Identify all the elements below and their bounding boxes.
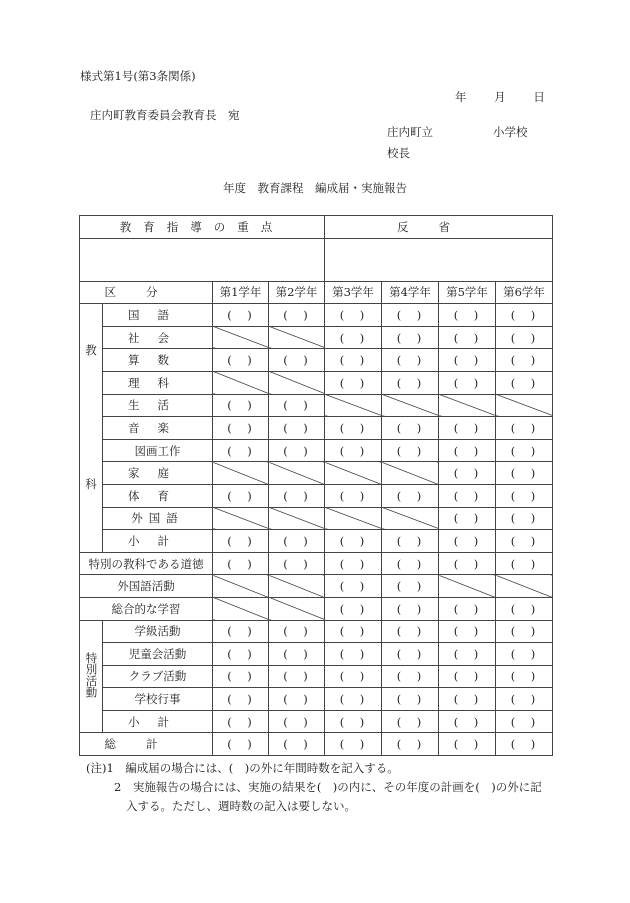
hours-paren: ( ): [227, 533, 254, 548]
subject-7-grade-2[interactable]: [269, 439, 325, 462]
subject-label: 音楽: [103, 417, 213, 440]
hours-paren: ( ): [396, 737, 424, 752]
subject-11-grade-3[interactable]: [325, 530, 382, 553]
hours-paren: ( ): [396, 646, 424, 661]
curriculum-table: [79, 215, 553, 756]
hours-paren: ( ): [510, 646, 538, 661]
hours-paren: ( ): [453, 353, 481, 368]
moral-grade-1[interactable]: [213, 552, 269, 575]
special-activity-label: 学級活動: [103, 620, 213, 643]
date-month: 月: [494, 90, 506, 104]
subject-10-grade-4: [382, 507, 439, 530]
total-grade-4[interactable]: [382, 733, 439, 756]
subject-3-grade-6[interactable]: [496, 349, 553, 372]
notes: [86, 759, 556, 816]
subject-row: [80, 326, 553, 349]
subject-8-grade-5[interactable]: [439, 462, 496, 485]
subject-label: 社会: [103, 326, 213, 349]
hours-paren: ( ): [396, 579, 424, 594]
hours-paren: ( ): [396, 669, 424, 684]
foreign_activity-grade-4[interactable]: [382, 575, 439, 598]
subject-label: 算数: [103, 349, 213, 372]
hours-paren: ( ): [339, 420, 367, 435]
subject-4-grade-3[interactable]: [325, 371, 382, 394]
hours-paren: ( ): [510, 330, 538, 345]
hours-paren: ( ): [453, 533, 481, 548]
moral-grade-5[interactable]: [439, 552, 496, 575]
emphasis-header: 教育指導の重点: [80, 216, 325, 239]
hours-paren: ( ): [396, 692, 424, 707]
foreign-activity-label: 外国語活動: [80, 575, 213, 598]
integrated-grade-2: [269, 597, 325, 620]
subject-7-grade-6[interactable]: [496, 439, 553, 462]
integrated-grade-1: [213, 597, 269, 620]
hours-paren: ( ): [510, 375, 538, 390]
hours-paren: ( ): [339, 669, 367, 684]
special-2-grade-5[interactable]: [439, 643, 496, 666]
subject-9-grade-2[interactable]: [269, 484, 325, 507]
subject-6-grade-4[interactable]: [382, 417, 439, 440]
subject-2-grade-5[interactable]: [439, 326, 496, 349]
hours-paren: ( ): [453, 601, 481, 616]
hours-paren: ( ): [396, 443, 424, 458]
hours-paren: ( ): [510, 556, 538, 571]
date-year: 年: [455, 90, 467, 104]
subject-8-grade-1: [213, 462, 269, 485]
subject-3-grade-1[interactable]: [213, 349, 269, 372]
hours-paren: ( ): [396, 330, 424, 345]
hours-paren: ( ): [283, 669, 310, 684]
subject-5-grade-1[interactable]: [213, 394, 269, 417]
subject-label: 体育: [103, 484, 213, 507]
subject-6-grade-3[interactable]: [325, 417, 382, 440]
hours-paren: ( ): [339, 443, 367, 458]
hours-paren: ( ): [453, 443, 481, 458]
total-label: 総計: [80, 733, 213, 756]
hours-paren: ( ): [453, 669, 481, 684]
moral-grade-2[interactable]: [269, 552, 325, 575]
school-suffix: 小学校: [493, 125, 528, 139]
reflection-entry-area[interactable]: [325, 238, 553, 281]
subject-6-grade-6[interactable]: [496, 417, 553, 440]
subject-4-grade-6[interactable]: [496, 371, 553, 394]
addressee: 庄内町教育委員会教育長 宛: [90, 108, 240, 122]
hours-paren: ( ): [283, 307, 310, 322]
hours-paren: ( ): [339, 488, 367, 503]
foreign_activity-grade-1: [213, 575, 269, 598]
special-2-grade-1[interactable]: [213, 643, 269, 666]
hours-paren: ( ): [510, 737, 538, 752]
hours-paren: ( ): [396, 714, 424, 729]
hours-paren: ( ): [453, 556, 481, 571]
subject-row: [80, 417, 553, 440]
hours-paren: ( ): [283, 420, 310, 435]
hours-paren: ( ): [283, 488, 310, 503]
subject-label: 小計: [103, 530, 213, 553]
subject-4-grade-1: [213, 371, 269, 394]
subject-9-grade-5[interactable]: [439, 484, 496, 507]
foreign_activity-grade-3[interactable]: [325, 575, 382, 598]
special-4-grade-1[interactable]: [213, 688, 269, 711]
hours-paren: ( ): [510, 488, 538, 503]
subject-6-grade-5[interactable]: [439, 417, 496, 440]
hours-paren: ( ): [227, 669, 254, 684]
hours-paren: ( ): [227, 488, 254, 503]
hours-paren: ( ): [227, 556, 254, 571]
total-grade-2[interactable]: [269, 733, 325, 756]
subjects-group-label: [80, 304, 103, 553]
subject-row: [80, 530, 553, 553]
subject-10-grade-1: [213, 507, 269, 530]
hours-paren: ( ): [339, 692, 367, 707]
subject-9-grade-6[interactable]: [496, 484, 553, 507]
subject-row: [80, 394, 553, 417]
hours-paren: ( ): [510, 624, 538, 639]
subject-3-grade-3[interactable]: [325, 349, 382, 372]
subject-row: [80, 439, 553, 462]
subject-11-grade-1[interactable]: [213, 530, 269, 553]
group-char-top: 教: [85, 343, 97, 358]
hours-paren: ( ): [510, 601, 538, 616]
hours-paren: ( ): [283, 714, 310, 729]
moral-grade-6[interactable]: [496, 552, 553, 575]
subject-8-grade-6[interactable]: [496, 462, 553, 485]
subject-10-grade-2: [269, 507, 325, 530]
total-grade-1[interactable]: [213, 733, 269, 756]
special-activity-label: 児童会活動: [103, 643, 213, 666]
hours-paren: ( ): [510, 669, 538, 684]
special-2-grade-3[interactable]: [325, 643, 382, 666]
hours-paren: ( ): [339, 737, 367, 752]
hours-paren: ( ): [339, 714, 367, 729]
hours-paren: ( ): [283, 646, 310, 661]
special-2-grade-4[interactable]: [382, 643, 439, 666]
special-3-grade-4[interactable]: [382, 665, 439, 688]
subject-2-grade-4[interactable]: [382, 326, 439, 349]
special-3-grade-5[interactable]: [439, 665, 496, 688]
hours-paren: ( ): [227, 398, 254, 413]
subject-row: [80, 304, 553, 327]
subject-2-grade-6[interactable]: [496, 326, 553, 349]
hours-paren: ( ): [283, 533, 310, 548]
hours-paren: ( ): [227, 737, 254, 752]
subject-2-grade-2: [269, 326, 325, 349]
subject-2-grade-1: [213, 326, 269, 349]
subject-5-grade-5: [439, 394, 496, 417]
hours-paren: ( ): [453, 488, 481, 503]
special-3-grade-6[interactable]: [496, 665, 553, 688]
hours-paren: ( ): [283, 398, 310, 413]
hours-paren: ( ): [283, 692, 310, 707]
date-day: 日: [533, 90, 545, 104]
special-activities-group-label: 特別活動: [80, 620, 103, 733]
subject-8-grade-2: [269, 462, 325, 485]
division-header: 区分: [80, 281, 213, 304]
subject-row: [80, 507, 553, 530]
subject-5-grade-3: [325, 394, 382, 417]
foreign_activity-grade-2: [269, 575, 325, 598]
hours-paren: ( ): [453, 420, 481, 435]
hours-paren: ( ): [339, 307, 367, 322]
emphasis-entry-area[interactable]: [80, 238, 325, 281]
subject-11-grade-2[interactable]: [269, 530, 325, 553]
subject-11-grade-4[interactable]: [382, 530, 439, 553]
hours-paren: ( ): [453, 375, 481, 390]
hours-paren: ( ): [339, 375, 367, 390]
hours-paren: ( ): [510, 443, 538, 458]
subject-row: [80, 462, 553, 485]
hours-paren: ( ): [396, 353, 424, 368]
hours-paren: ( ): [227, 714, 254, 729]
hours-paren: ( ): [283, 556, 310, 571]
hours-paren: ( ): [227, 420, 254, 435]
school-name-line: [387, 124, 528, 140]
hours-paren: ( ): [227, 307, 254, 322]
grade-header-2: 第2学年: [269, 281, 325, 304]
subject-4-grade-4[interactable]: [382, 371, 439, 394]
grade-header-5: 第5学年: [439, 281, 496, 304]
subject-5-grade-2[interactable]: [269, 394, 325, 417]
special-4-grade-4[interactable]: [382, 688, 439, 711]
subject-row: [80, 371, 553, 394]
hours-paren: ( ): [283, 624, 310, 639]
total-grade-6[interactable]: [496, 733, 553, 756]
subject-5-grade-4: [382, 394, 439, 417]
hours-paren: ( ): [227, 353, 254, 368]
subject-label: 生活: [103, 394, 213, 417]
subject-11-grade-5[interactable]: [439, 530, 496, 553]
subject-label: 家庭: [103, 462, 213, 485]
special-1-grade-2[interactable]: [269, 620, 325, 643]
hours-paren: ( ): [339, 330, 367, 345]
subject-7-grade-1[interactable]: [213, 439, 269, 462]
hours-paren: ( ): [396, 533, 424, 548]
special-5-grade-3[interactable]: [325, 710, 382, 733]
integrated-grade-6[interactable]: [496, 597, 553, 620]
hours-paren: ( ): [396, 375, 424, 390]
foreign_activity-grade-5: [439, 575, 496, 598]
hours-paren: ( ): [453, 692, 481, 707]
subject-1-grade-1[interactable]: [213, 304, 269, 327]
special-activity-label: 小計: [103, 710, 213, 733]
hours-paren: ( ): [510, 420, 538, 435]
subject-9-grade-4[interactable]: [382, 484, 439, 507]
subject-10-grade-6[interactable]: [496, 507, 553, 530]
hours-paren: ( ): [339, 579, 367, 594]
grade-header-1: 第1学年: [213, 281, 269, 304]
subject-7-grade-4[interactable]: [382, 439, 439, 462]
subject-3-grade-2[interactable]: [269, 349, 325, 372]
subject-label: 理科: [103, 371, 213, 394]
subject-label: 外国語: [103, 507, 213, 530]
subject-5-grade-6: [496, 394, 553, 417]
hours-paren: ( ): [339, 646, 367, 661]
hours-paren: ( ): [227, 443, 254, 458]
subject-row: [80, 484, 553, 507]
subject-6-grade-2[interactable]: [269, 417, 325, 440]
hours-paren: ( ): [339, 601, 367, 616]
special-1-grade-5[interactable]: [439, 620, 496, 643]
hours-paren: ( ): [283, 353, 310, 368]
hours-paren: ( ): [453, 511, 481, 526]
subject-label: 国語: [103, 304, 213, 327]
subject-8-grade-4: [382, 462, 439, 485]
grade-header-6: 第6学年: [496, 281, 553, 304]
subject-2-grade-3[interactable]: [325, 326, 382, 349]
subject-8-grade-3: [325, 462, 382, 485]
subject-3-grade-5[interactable]: [439, 349, 496, 372]
hours-paren: ( ): [339, 624, 367, 639]
group-char-bottom: 科: [85, 477, 97, 492]
special-2-grade-6[interactable]: [496, 643, 553, 666]
subject-1-grade-4[interactable]: [382, 304, 439, 327]
integrated-study-label: 総合的な学習: [80, 597, 213, 620]
form-number-label: 様式第1号(第3条関係): [80, 69, 196, 83]
hours-paren: ( ): [510, 692, 538, 707]
hours-paren: ( ): [453, 714, 481, 729]
subject-row: [80, 349, 553, 372]
special-4-grade-6[interactable]: [496, 688, 553, 711]
special-1-grade-3[interactable]: [325, 620, 382, 643]
document-title: 年度 教育課程 編成届・実施報告: [223, 181, 407, 195]
hours-paren: ( ): [396, 624, 424, 639]
hours-paren: ( ): [453, 330, 481, 345]
special-4-grade-5[interactable]: [439, 688, 496, 711]
special-4-grade-2[interactable]: [269, 688, 325, 711]
special-1-grade-4[interactable]: [382, 620, 439, 643]
hours-paren: ( ): [339, 353, 367, 368]
hours-paren: ( ): [453, 646, 481, 661]
subject-1-grade-5[interactable]: [439, 304, 496, 327]
special-1-grade-6[interactable]: [496, 620, 553, 643]
special-activity-label: 学校行事: [103, 688, 213, 711]
special-4-grade-3[interactable]: [325, 688, 382, 711]
hours-paren: ( ): [510, 353, 538, 368]
foreign_activity-grade-6: [496, 575, 553, 598]
school-prefix: 庄内町立: [387, 125, 433, 139]
hours-paren: ( ): [396, 601, 424, 616]
special-3-grade-1[interactable]: [213, 665, 269, 688]
hours-paren: ( ): [510, 466, 538, 481]
subject-7-grade-3[interactable]: [325, 439, 382, 462]
subject-9-grade-1[interactable]: [213, 484, 269, 507]
principal-label: 校長: [387, 146, 410, 160]
special-3-grade-3[interactable]: [325, 665, 382, 688]
note-1: (注)1 編成届の場合には、( )の外に年間時数を記入する。: [86, 761, 399, 775]
special-3-grade-2[interactable]: [269, 665, 325, 688]
special-5-grade-4[interactable]: [382, 710, 439, 733]
hours-paren: ( ): [510, 511, 538, 526]
subject-1-grade-3[interactable]: [325, 304, 382, 327]
integrated-grade-5[interactable]: [439, 597, 496, 620]
subject-4-grade-2: [269, 371, 325, 394]
subject-9-grade-3[interactable]: [325, 484, 382, 507]
moral-grade-4[interactable]: [382, 552, 439, 575]
note-2-continued: 入する。ただし、週時数の記入は要しない。: [126, 799, 356, 813]
date-line: [455, 89, 569, 105]
special-activity-label: クラブ活動: [103, 665, 213, 688]
grade-header-4: 第4学年: [382, 281, 439, 304]
hours-paren: ( ): [510, 307, 538, 322]
subject-6-grade-1[interactable]: [213, 417, 269, 440]
reflection-header: 反省: [325, 216, 553, 239]
subject-7-grade-5[interactable]: [439, 439, 496, 462]
hours-paren: ( ): [339, 556, 367, 571]
hours-paren: ( ): [396, 488, 424, 503]
hours-paren: ( ): [453, 307, 481, 322]
hours-paren: ( ): [283, 443, 310, 458]
hours-paren: ( ): [510, 714, 538, 729]
subject-10-grade-3: [325, 507, 382, 530]
hours-paren: ( ): [453, 624, 481, 639]
moral-grade-3[interactable]: [325, 552, 382, 575]
total-grade-5[interactable]: [439, 733, 496, 756]
hours-paren: ( ): [227, 692, 254, 707]
hours-paren: ( ): [227, 624, 254, 639]
special-5-grade-6[interactable]: [496, 710, 553, 733]
subject-3-grade-4[interactable]: [382, 349, 439, 372]
moral-label: 特別の教科である道徳: [80, 552, 213, 575]
subject-1-grade-2[interactable]: [269, 304, 325, 327]
subject-label: 図画工作: [103, 439, 213, 462]
special-1-grade-1[interactable]: [213, 620, 269, 643]
grade-header-3: 第3学年: [325, 281, 382, 304]
hours-paren: ( ): [396, 556, 424, 571]
special-5-grade-5[interactable]: [439, 710, 496, 733]
subject-10-grade-5[interactable]: [439, 507, 496, 530]
hours-paren: ( ): [227, 646, 254, 661]
hours-paren: ( ): [396, 307, 424, 322]
integrated-grade-4[interactable]: [382, 597, 439, 620]
subject-1-grade-6[interactable]: [496, 304, 553, 327]
hours-paren: ( ): [339, 533, 367, 548]
hours-paren: ( ): [283, 737, 310, 752]
hours-paren: ( ): [453, 737, 481, 752]
note-2: 2 実施報告の場合には、実施の結果を( )の内に、その年度の計画を( )の外に記: [114, 780, 542, 794]
integrated-grade-3[interactable]: [325, 597, 382, 620]
special-5-grade-2[interactable]: [269, 710, 325, 733]
subject-4-grade-5[interactable]: [439, 371, 496, 394]
special-2-grade-2[interactable]: [269, 643, 325, 666]
hours-paren: ( ): [453, 466, 481, 481]
hours-paren: ( ): [396, 420, 424, 435]
total-grade-3[interactable]: [325, 733, 382, 756]
special-5-grade-1[interactable]: [213, 710, 269, 733]
hours-paren: ( ): [510, 533, 538, 548]
subject-11-grade-6[interactable]: [496, 530, 553, 553]
